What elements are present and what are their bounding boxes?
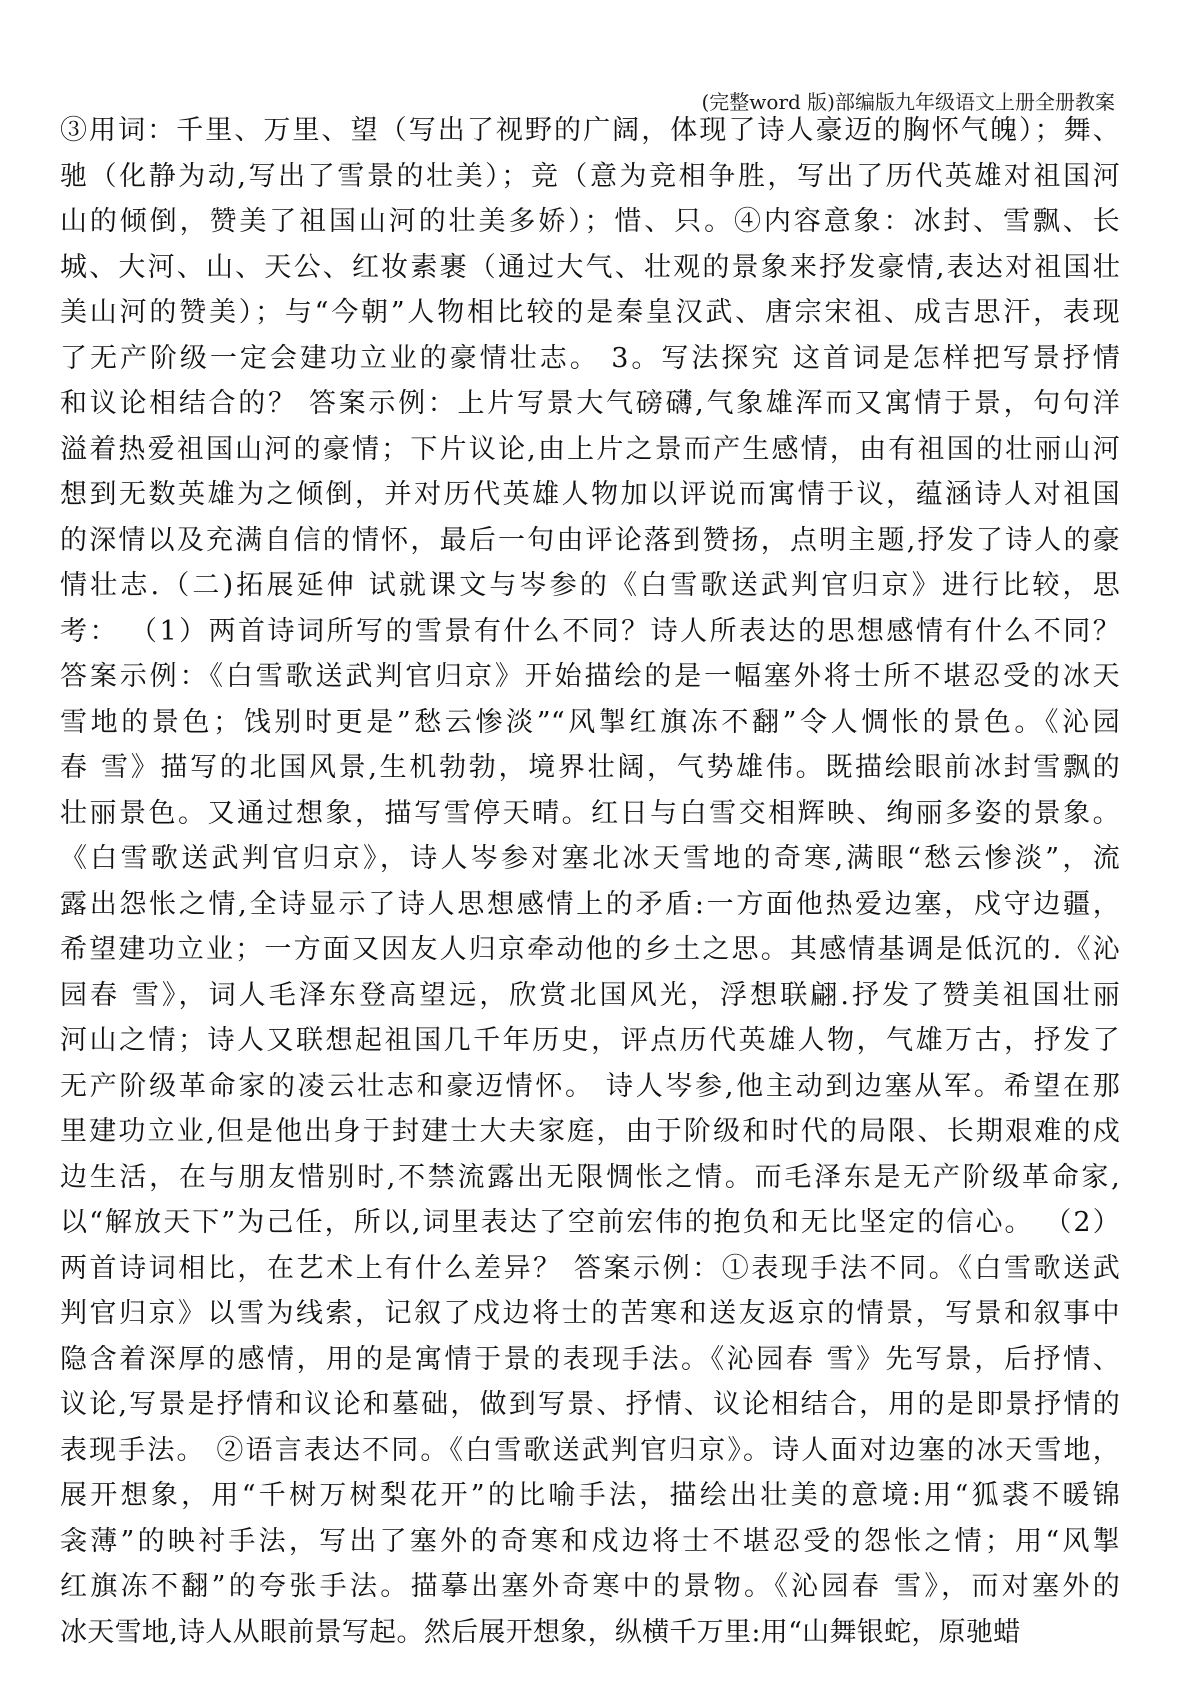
text-line: 红旗冻不翻”的夸张手法。描摹出塞外奇寒中的景物。《沁园春 雪》，而对塞外的 (60, 1571, 1120, 1602)
text-line: 雪地的景色；饯别时更是”愁云惨淡”“风掣红旗冻不翻”令人惆怅的景色。《沁园 (60, 706, 1120, 738)
text-line: 无产阶级革命家的凌云壮志和豪迈情怀。 诗人岑参,他主动到边塞从军。希望在那 (60, 1070, 1120, 1102)
text-line: 考： （1）两首诗词所写的雪景有什么不同？诗人所表达的思想感情有什么不同？ (60, 615, 1120, 647)
text-line: 山的倾倒，赞美了祖国山河的壮美多娇）；惜、只。④内容意象：冰封、雪飘、长 (60, 206, 1120, 237)
text-line: 春 雪》描写的北国风景,生机勃勃，境界壮阔，气势雄伟。既描绘眼前冰封雪飘的 (60, 752, 1120, 783)
text-line: 壮丽景色。又通过想象，描写雪停天晴。红日与白雪交相辉映、绚丽多姿的景象。 (60, 797, 1120, 829)
text-line: 和议论相结合的？ 答案示例：上片写景大气磅礴,气象雄浑而又寓情于景，句句洋 (60, 388, 1120, 419)
text-line: 判官归京》以雪为线索，记叙了戍边将士的苦寒和送友返京的情景，写景和叙事中 (60, 1298, 1120, 1329)
body-text (60, 108, 1120, 1655)
text-line: 答案示例：《白雪歌送武判官归京》开始描绘的是一幅塞外将士所不堪忍受的冰天 (60, 661, 1120, 692)
text-line: 《白雪歌送武判官归京》，诗人岑参对塞北冰天雪地的奇寒,满眼“愁云惨淡”，流 (60, 843, 1120, 874)
text-line: 的深情以及充满自信的情怀，最后一句由评论落到赞扬，点明主题,抒发了诗人的豪 (60, 524, 1120, 556)
text-line: 露出怨怅之情,全诗显示了诗人思想感情上的矛盾:一方面他热爱边塞，戍守边疆， (60, 888, 1120, 920)
text-line: 河山之情；诗人又联想起祖国几千年历史，评点历代英雄人物，气雄万古，抒发了 (60, 1025, 1120, 1056)
text-line: 希望建功立业；一方面又因友人归京牵动他的乡土之思。其感情基调是低沉的.《沁 (60, 934, 1120, 965)
text-line: 边生活，在与朋友惜别时,不禁流露出无限惆怅之情。而毛泽东是无产阶级革命家, (60, 1161, 1120, 1193)
text-line: 了无产阶级一定会建功立业的豪情壮志。 3。写法探究 这首词是怎样把写景抒情 (60, 342, 1120, 374)
text-line: 两首诗词相比，在艺术上有什么差异？ 答案示例：①表现手法不同。《白雪歌送武 (60, 1252, 1120, 1284)
text-line: ③用词：千里、万里、望（写出了视野的广阔，体现了诗人豪迈的胸怀气魄）；舞、 (60, 115, 1120, 146)
text-line: 隐含着深厚的感情，用的是寓情于景的表现手法。《沁园春 雪》先写景，后抒情、 (60, 1343, 1120, 1375)
text-line: 表现手法。 ②语言表达不同。《白雪歌送武判官归京》。诗人面对边塞的冰天雪地， (60, 1434, 1120, 1466)
text-line: 美山河的赞美）；与“今朝”人物相比较的是秦皇汉武、唐宗宋祖、成吉思汗，表现 (60, 297, 1120, 328)
text-line: 城、大河、山、天公、红妆素裹（通过大气、壮观的景象来抒发豪情,表达对祖国壮 (60, 251, 1120, 283)
text-line: 冰天雪地,诗人从眼前景写起。然后展开想象，纵横千万里:用“山舞银蛇，原驰蜡 (60, 1616, 1021, 1648)
text-line: 想到无数英雄为之倾倒，并对历代英雄人物加以评说而寓情于议，蕴涵诗人对祖国 (60, 479, 1120, 510)
text-line: 驰（化静为动,写出了雪景的壮美）；竞（意为竞相争胜，写出了历代英雄对祖国河 (60, 160, 1120, 192)
text-line: 园春 雪》，词人毛泽东登高望远，欣赏北国风光，浮想联翩.抒发了赞美祖国壮丽 (60, 979, 1120, 1011)
text-line: 衾薄”的映衬手法，写出了塞外的奇寒和戍边将士不堪忍受的怨怅之情；用“风掣 (60, 1525, 1120, 1557)
running-header: (完整word 版)部编版九年级语文上册全册教案 (701, 90, 1115, 114)
text-line: 议论,写景是抒情和议论和墓础，做到写景、抒情、议论相结合，用的是即景抒情的 (60, 1389, 1120, 1420)
text-line: 以“解放天下”为己任，所以,词里表达了空前宏伟的抱负和无比坚定的信心。 （2） (60, 1207, 1120, 1238)
text-line: 溢着热爱祖国山河的豪情；下片议论,由上片之景而产生感情，由有祖国的壮丽山河 (60, 433, 1120, 465)
text-line: 展开想象，用“千树万树梨花开”的比喻手法，描绘出壮美的意境:用“狐裘不暖锦 (60, 1480, 1120, 1511)
text-line: 情壮志.（二)拓展延伸 试就课文与岑参的《白雪歌送武判官归京》进行比较，思 (60, 570, 1120, 601)
text-line: 里建功立业,但是他出身于封建士大夫家庭，由于阶级和时代的局限、长期艰难的戍 (60, 1116, 1120, 1147)
